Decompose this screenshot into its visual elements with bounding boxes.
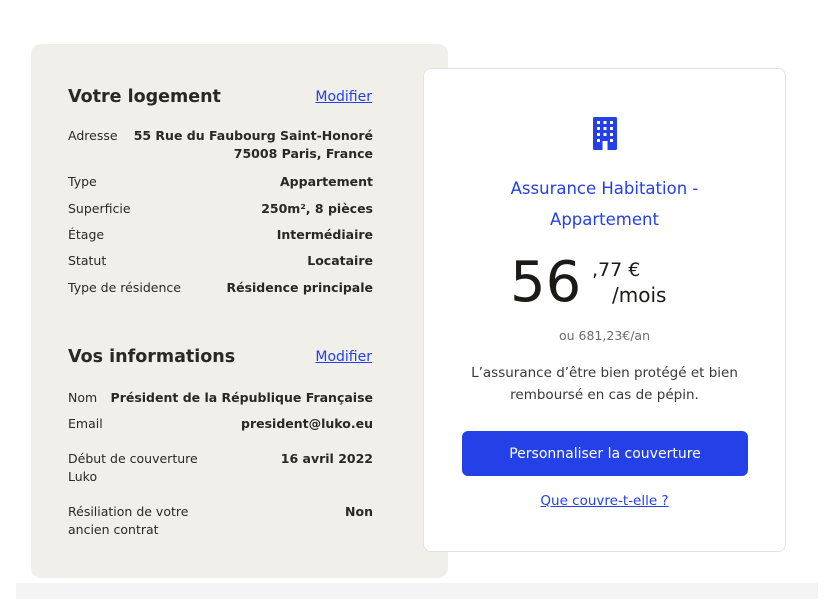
housing-edit-link[interactable]: Modifier — [315, 89, 372, 105]
price-cents: ,77 € — [592, 259, 641, 281]
annual-price: ou 681,23€/an — [558, 328, 651, 343]
info-row-email: Email president@luko.eu — [68, 416, 373, 431]
address-label: Adresse — [68, 128, 118, 143]
offer-title: Assurance Habitation - Appartement — [510, 179, 699, 229]
info-edit-link[interactable]: Modifier — [315, 349, 372, 365]
offer-card — [423, 68, 786, 552]
offer-pitch: L’assurance d’être bien protégé et bien remboursé en cas de pépin. — [471, 365, 738, 403]
address-value: 55 Rue du Faubourg Saint-Honoré 75008 Paris, France — [133, 128, 373, 161]
info-row-termination: Résiliation de votre ancien contrat Non — [68, 504, 373, 537]
price-period: /mois — [612, 283, 667, 307]
housing-row-status: Statut Locataire — [68, 253, 373, 268]
price-integer: 56 — [510, 250, 582, 315]
summary-panel — [31, 44, 448, 578]
housing-row-floor: Étage Intermédiaire — [68, 227, 373, 242]
housing-row-address — [68, 127, 373, 163]
info-row-start: Début de couverture Luko 16 avril 2022 — [68, 451, 373, 484]
housing-row-type: Type Appartement — [68, 174, 373, 189]
monthly-price — [510, 250, 710, 315]
housing-title: Votre logement — [68, 87, 221, 107]
info-row-name: Nom Président de la République Française — [68, 390, 373, 405]
info-title: Vos informations — [68, 347, 236, 367]
page-footer-band — [16, 583, 818, 599]
coverage-details-link[interactable]: Que couvre-t-elle ? — [540, 493, 669, 509]
building-icon — [593, 117, 617, 150]
housing-row-residence: Type de résidence Résidence principale — [68, 280, 373, 295]
customize-coverage-button[interactable]: Personnaliser la couverture — [462, 431, 748, 476]
housing-row-surface: Superficie 250m², 8 pièces — [68, 201, 373, 216]
